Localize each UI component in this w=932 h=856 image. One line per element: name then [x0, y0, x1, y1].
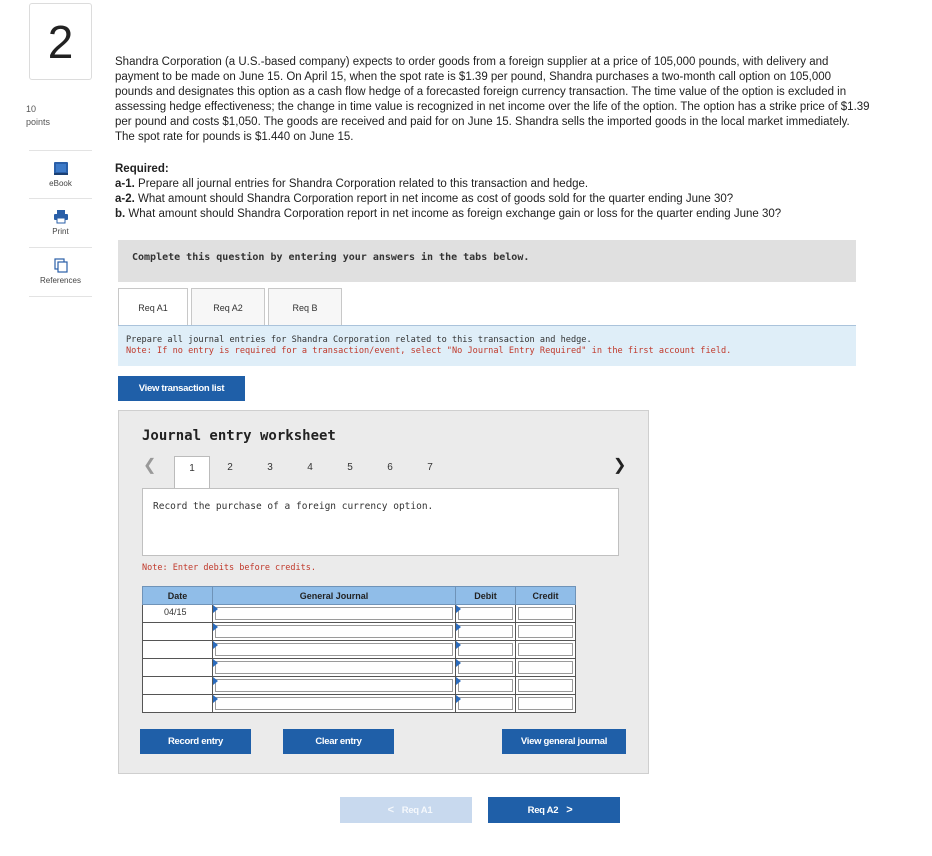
requirement-tabs [118, 288, 345, 326]
points-info [26, 103, 50, 129]
account-field[interactable] [213, 659, 456, 677]
dropdown-marker-icon [456, 605, 461, 613]
date-cell: 04/15 [143, 605, 213, 623]
debit-field[interactable] [456, 623, 516, 641]
credit-field[interactable] [516, 659, 576, 677]
next-requirement-label: Req A2 [527, 804, 559, 816]
required-heading: Required: [115, 163, 169, 175]
table-row [143, 677, 576, 695]
references-label: References [40, 276, 81, 285]
print-tool[interactable] [29, 199, 92, 248]
next-requirement-button[interactable] [488, 797, 620, 823]
column-header-general-journal: General Journal [213, 587, 456, 605]
date-cell [143, 623, 213, 641]
worksheet-page-4[interactable]: 4 [307, 462, 313, 473]
side-tools [29, 150, 92, 297]
date-cell [143, 659, 213, 677]
ebook-tool[interactable] [29, 150, 92, 199]
date-cell [143, 641, 213, 659]
question-text: Shandra Corporation (a U.S.-based company) expects to order goods from a foreign supplier at a price of 105,000 pounds, with delivery and payment to be made on June 15. On April 15, when the spot rate is $1.39 per pound, Shandra purchases a two-month call option on 105,000 pounds and designates this option as a cash flow hedge of a forecasted foreign currency transaction. The time value of the option is excluded in assessing hedge effectiveness; the change in time value is recognized in net income over the life of the option. The option has a strike price of $1.39 per pound and costs $1,050. The goods are received and paid for on June 15. Shandra sells the imported goods in the local market immediately. The spot rate for pounds is $1.440 on June 15. [115, 56, 870, 143]
instruction-bar: Complete this question by entering your answers in the tabs below. [118, 240, 856, 282]
dropdown-marker-icon [456, 695, 461, 703]
worksheet-page-7[interactable]: 7 [427, 462, 433, 473]
dropdown-marker-icon [213, 623, 218, 631]
column-header-credit: Credit [516, 587, 576, 605]
prep-text: Prepare all journal entries for Shandra Corporation related to this transaction and hedge. [126, 335, 592, 345]
debit-field[interactable] [456, 641, 516, 659]
credit-field[interactable] [516, 695, 576, 713]
credit-field[interactable] [516, 677, 576, 695]
date-cell [143, 677, 213, 695]
table-row [143, 623, 576, 641]
journal-header-row [143, 587, 576, 605]
points-label: points [26, 117, 51, 127]
debit-field[interactable] [456, 695, 516, 713]
table-row [143, 695, 576, 713]
worksheet-page-2[interactable]: 2 [227, 462, 233, 473]
tab-req-a2[interactable]: Req A2 [191, 288, 265, 326]
chevron-right-icon[interactable]: ❯ [613, 457, 627, 474]
debits-credits-note: Note: Enter debits before credits. [142, 563, 316, 573]
book-icon [53, 161, 69, 176]
account-field[interactable] [213, 677, 456, 695]
record-entry-button[interactable]: Record entry [140, 729, 251, 754]
credit-field[interactable] [516, 623, 576, 641]
transaction-description: Record the purchase of a foreign currency option. [142, 488, 619, 556]
account-field[interactable] [213, 695, 456, 713]
prev-requirement-label: Req A1 [401, 804, 433, 816]
tab-req-b[interactable]: Req B [268, 288, 342, 326]
required-a2: a-2. What amount should Shandra Corporation report in net income as cost of goods sold for the quarter ending June 30? [115, 193, 734, 205]
debit-field[interactable] [456, 605, 516, 623]
dropdown-marker-icon [213, 695, 218, 703]
credit-field[interactable] [516, 641, 576, 659]
worksheet-pager [174, 456, 450, 488]
required-section [115, 162, 875, 222]
required-a1: a-1. Prepare all journal entries for Shandra Corporation related to this transaction and hedge. [115, 178, 589, 190]
references-tool[interactable] [29, 248, 92, 297]
debit-field[interactable] [456, 659, 516, 677]
dropdown-marker-icon [456, 677, 461, 685]
ebook-label: eBook [49, 179, 72, 188]
dropdown-marker-icon [456, 659, 461, 667]
view-general-journal-button[interactable]: View general journal [502, 729, 626, 754]
clear-entry-button[interactable]: Clear entry [283, 729, 394, 754]
print-label: Print [52, 227, 69, 236]
printer-icon [53, 209, 69, 224]
dropdown-marker-icon [213, 641, 218, 649]
view-transaction-list-button[interactable]: View transaction list [118, 376, 245, 401]
chevron-left-icon: < [387, 804, 394, 816]
document-copy-icon [53, 258, 69, 273]
tab-req-a1[interactable]: Req A1 [118, 288, 188, 326]
journal-entry-worksheet [118, 410, 649, 774]
prep-instructions [118, 326, 856, 366]
points-value: 10 [26, 104, 37, 114]
journal-table [142, 586, 576, 713]
worksheet-title: Journal entry worksheet [142, 428, 336, 444]
chevron-left-icon[interactable]: ❮ [143, 457, 157, 474]
worksheet-page-3[interactable]: 3 [267, 462, 273, 473]
dropdown-marker-icon [213, 677, 218, 685]
table-row [143, 641, 576, 659]
question-number: 2 [29, 3, 92, 80]
credit-field[interactable] [516, 605, 576, 623]
account-field[interactable] [213, 605, 456, 623]
column-header-date: Date [143, 587, 213, 605]
table-row [143, 605, 576, 623]
prev-requirement-button[interactable] [340, 797, 472, 823]
dropdown-marker-icon [213, 659, 218, 667]
dropdown-marker-icon [456, 641, 461, 649]
chevron-right-icon: > [566, 804, 573, 816]
worksheet-page-1[interactable]: 1 [174, 456, 210, 488]
account-field[interactable] [213, 623, 456, 641]
prep-note: Note: If no entry is required for a transaction/event, select "No Journal Entry Required" in the first account field. [126, 346, 732, 356]
worksheet-page-6[interactable]: 6 [387, 462, 393, 473]
date-cell [143, 695, 213, 713]
column-header-debit: Debit [456, 587, 516, 605]
account-field[interactable] [213, 641, 456, 659]
required-b: b. What amount should Shandra Corporation report in net income as foreign exchange gain or loss for the quarter ending June 30? [115, 208, 782, 220]
dropdown-marker-icon [213, 605, 218, 613]
worksheet-page-5[interactable]: 5 [347, 462, 353, 473]
dropdown-marker-icon [456, 623, 461, 631]
debit-field[interactable] [456, 677, 516, 695]
table-row [143, 659, 576, 677]
